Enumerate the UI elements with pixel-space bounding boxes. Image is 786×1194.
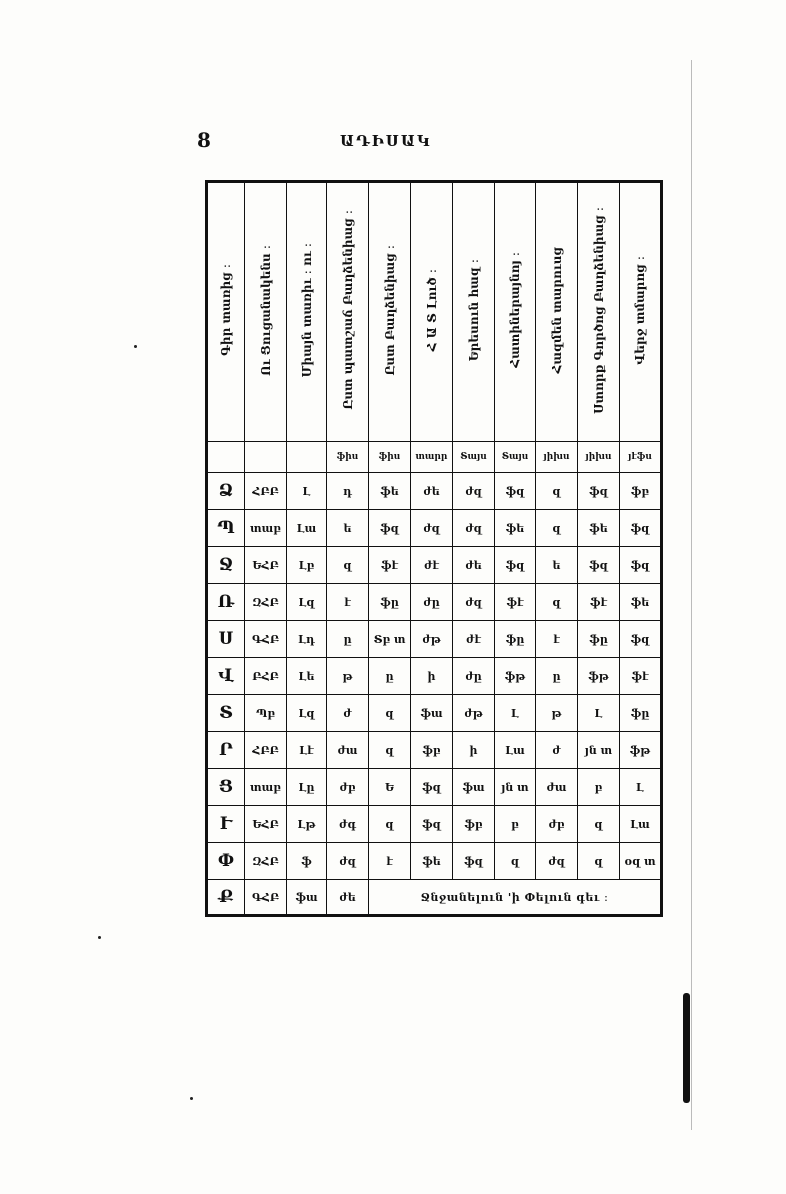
table-cell: ժե [327,880,369,916]
table-cell: ֆէ [495,584,536,621]
column-header-label: Միայն տառիւ ։ ու ։ [299,242,314,378]
table-cell: ժէ [453,621,495,658]
table-cell: զ [369,806,411,843]
table-cell: ֆե [578,510,620,547]
running-head: ԱԴԻՍԱԿ [340,132,432,150]
table-cell: Լ [287,473,327,510]
table-cell: ԵՀԲ [245,547,287,584]
table-row [207,510,662,547]
table-cell: ֆա [411,695,453,732]
table-cell: ֆբ [411,732,453,769]
table-cell: ֆե [620,584,662,621]
row-letter: Վ [207,658,245,695]
column-header-label: Վերջ տմարոց ։ [633,255,647,365]
row-letter: Ց [207,769,245,806]
sub-header-row [207,442,662,473]
header-row [207,182,662,442]
table-cell: ԵՀԲ [245,806,287,843]
sub-header-cell: յիխս [536,442,578,473]
table-cell: է [327,584,369,621]
table-cell: Ե [369,769,411,806]
table-cell: ֆզ [411,806,453,843]
table-cell: զ [369,732,411,769]
table-cell: ժա [536,769,578,806]
table-cell: ը [369,658,411,695]
table-cell: ֆա [287,880,327,916]
table-row [207,584,662,621]
table-cell: ֆզ [620,547,662,584]
cipher-table [205,180,663,917]
table-cell: ֆը [620,695,662,732]
row-letter: Ւ [207,806,245,843]
table-cell: թ [327,658,369,695]
table-cell: ֆե [495,510,536,547]
column-header [536,182,578,442]
page-edge-rule [691,60,692,1130]
table-cell: ի [453,732,495,769]
table-cell: զ [369,695,411,732]
table-row-last [207,880,662,916]
column-header-label: Հ Ա Տ Լուծ ։ [424,268,439,352]
sub-header-cell [207,442,245,473]
column-header-label: Ըստ Բաղձենիաց ։ [382,244,397,376]
table-cell: ՀԲԲ [245,473,287,510]
table-cell: Պբ [245,695,287,732]
sub-header-cell: յէֆս [620,442,662,473]
table-cell: ֆզ [578,547,620,584]
column-header-label: Հատիներայնոյ ։ [508,252,522,368]
binding-mark [683,993,690,1103]
table-cell: ֆզ [411,769,453,806]
row-letter: Փ [207,843,245,880]
table-cell: ժբ [327,769,369,806]
table-cell: զ [578,843,620,880]
table-cell: ֆը [578,621,620,658]
table-cell: ֆա [453,769,495,806]
table-cell: Լա [495,732,536,769]
table-cell: ֆզ [620,510,662,547]
column-header [327,182,369,442]
sub-header-cell: ֆիս [369,442,411,473]
table-cell: Լ [495,695,536,732]
table-cell: Լբ [287,547,327,584]
table-cell: ֆէ [620,658,662,695]
table-row [207,695,662,732]
sub-header-cell: ֆիս [327,442,369,473]
table-cell: ֆզ [578,473,620,510]
table-cell: զ [536,473,578,510]
table-row [207,732,662,769]
column-header-label: Հազմեն տարուսց [549,246,564,374]
row-letter: Ձ [207,473,245,510]
table-cell: Լ [578,695,620,732]
ink-speck [190,1097,193,1100]
table-cell: ժզ [453,584,495,621]
table-cell: ֆզ [495,473,536,510]
row-letter: Տ [207,695,245,732]
table-cell: դ [327,473,369,510]
table-cell: ե [536,547,578,584]
table-cell: ֆզ [495,547,536,584]
table-cell: Լզ [287,584,327,621]
column-header [411,182,453,442]
table-cell: ԶՀԲ [245,843,287,880]
table-row [207,769,662,806]
table-cell: ժէ [411,547,453,584]
table-cell: ե [327,510,369,547]
table-cell: Լզ [287,695,327,732]
table-cell: տաբ [245,510,287,547]
table-cell: ֆզ [453,843,495,880]
table-cell: բ [495,806,536,843]
table-cell: ֆէ [578,584,620,621]
table-cell: ժբ [536,806,578,843]
table-cell: ֆե [411,843,453,880]
table-cell: ֆզ [620,621,662,658]
row-letter: Ք [207,880,245,916]
column-header-label: Գիր տառից ։ [219,264,233,356]
table-cell: ֆը [369,584,411,621]
table-cell: ժե [453,547,495,584]
table-cell: Լա [620,806,662,843]
table-cell: ժգ [327,806,369,843]
column-header-label: Ստորք Գործոց Բաղձենիաց ։ [591,206,606,414]
table-cell: ֆ [287,843,327,880]
table-cell: ժը [411,584,453,621]
table-cell: ֆբ [453,806,495,843]
column-header [495,182,536,442]
table-cell: օզ տ [620,843,662,880]
table-cell: ժթ [411,621,453,658]
table-cell: Լե [287,658,327,695]
page-number: 8 [197,128,211,152]
table-cell: ժա [327,732,369,769]
table-cell: ժզ [453,510,495,547]
table-cell: ֆբ [620,473,662,510]
row-letter: Ր [207,732,245,769]
table-cell: ֆը [495,621,536,658]
column-header [207,182,245,442]
table-note: Ջնջանելուն 'ի Փելուն գեւ ։ [369,880,662,916]
table-row [207,658,662,695]
sub-header-cell [287,442,327,473]
table-cell: Լդ [287,621,327,658]
table-cell: յն տ [578,732,620,769]
ink-speck [98,936,101,939]
table-cell: զ [536,584,578,621]
table-cell: ֆթ [578,658,620,695]
table-cell: զ [536,510,578,547]
column-header-label: Երեսուն հազ ։ [466,258,481,362]
table-cell: Լ [620,769,662,806]
table-cell: ԶՀԲ [245,584,287,621]
table-cell: ը [536,658,578,695]
table-cell: յն տ [495,769,536,806]
table-cell: ֆե [369,473,411,510]
table-cell: ԳՀԲ [245,880,287,916]
row-letter: Ռ [207,584,245,621]
table-cell: ԳՀԲ [245,621,287,658]
table-cell: ժե [411,473,453,510]
table-cell: բ [578,769,620,806]
table-cell: ֆզ [369,510,411,547]
table-cell: ի [411,658,453,695]
table-cell: ը [327,621,369,658]
table-cell: Լթ [287,806,327,843]
sub-header-cell: Տայս [495,442,536,473]
row-letter: Ս [207,621,245,658]
table-row [207,843,662,880]
table-cell: Տբ տ [369,621,411,658]
table-cell: ֆթ [495,658,536,695]
table-row [207,473,662,510]
column-header-label: Ըստ պատշաճ Բաղձենիաց ։ [340,210,355,410]
column-header [245,182,287,442]
table-cell: ֆթ [620,732,662,769]
table-cell: ժը [453,658,495,695]
table-cell: Լա [287,510,327,547]
table-cell: է [536,621,578,658]
table-cell: ժթ [453,695,495,732]
table-cell: զ [578,806,620,843]
sub-header-cell: Տայս [453,442,495,473]
table-cell: ժզ [327,843,369,880]
sub-header-cell: տարր [411,442,453,473]
table-cell: տաբ [245,769,287,806]
sub-header-cell: յիխս [578,442,620,473]
column-header [578,182,620,442]
column-header [287,182,327,442]
table-cell: է [369,843,411,880]
table-cell: ԲՀԲ [245,658,287,695]
table-cell: զ [495,843,536,880]
table-cell: Լը [287,769,327,806]
table-cell: ժզ [411,510,453,547]
column-header [620,182,662,442]
table-row [207,547,662,584]
table-cell: թ [536,695,578,732]
table-cell: ժզ [536,843,578,880]
sub-header-cell [245,442,287,473]
table-cell: ժ [536,732,578,769]
column-header-label: Ու Ցուցանակենս ։ [258,244,273,376]
table-cell: Լէ [287,732,327,769]
column-header [453,182,495,442]
table-cell: ՀԲԲ [245,732,287,769]
ink-speck [134,345,137,348]
table-row [207,806,662,843]
row-letter: Ջ [207,547,245,584]
table-row [207,621,662,658]
table-cell: ժ [327,695,369,732]
table-cell: ֆէ [369,547,411,584]
table-cell: զ [327,547,369,584]
row-letter: Պ [207,510,245,547]
table-cell: ժզ [453,473,495,510]
column-header [369,182,411,442]
